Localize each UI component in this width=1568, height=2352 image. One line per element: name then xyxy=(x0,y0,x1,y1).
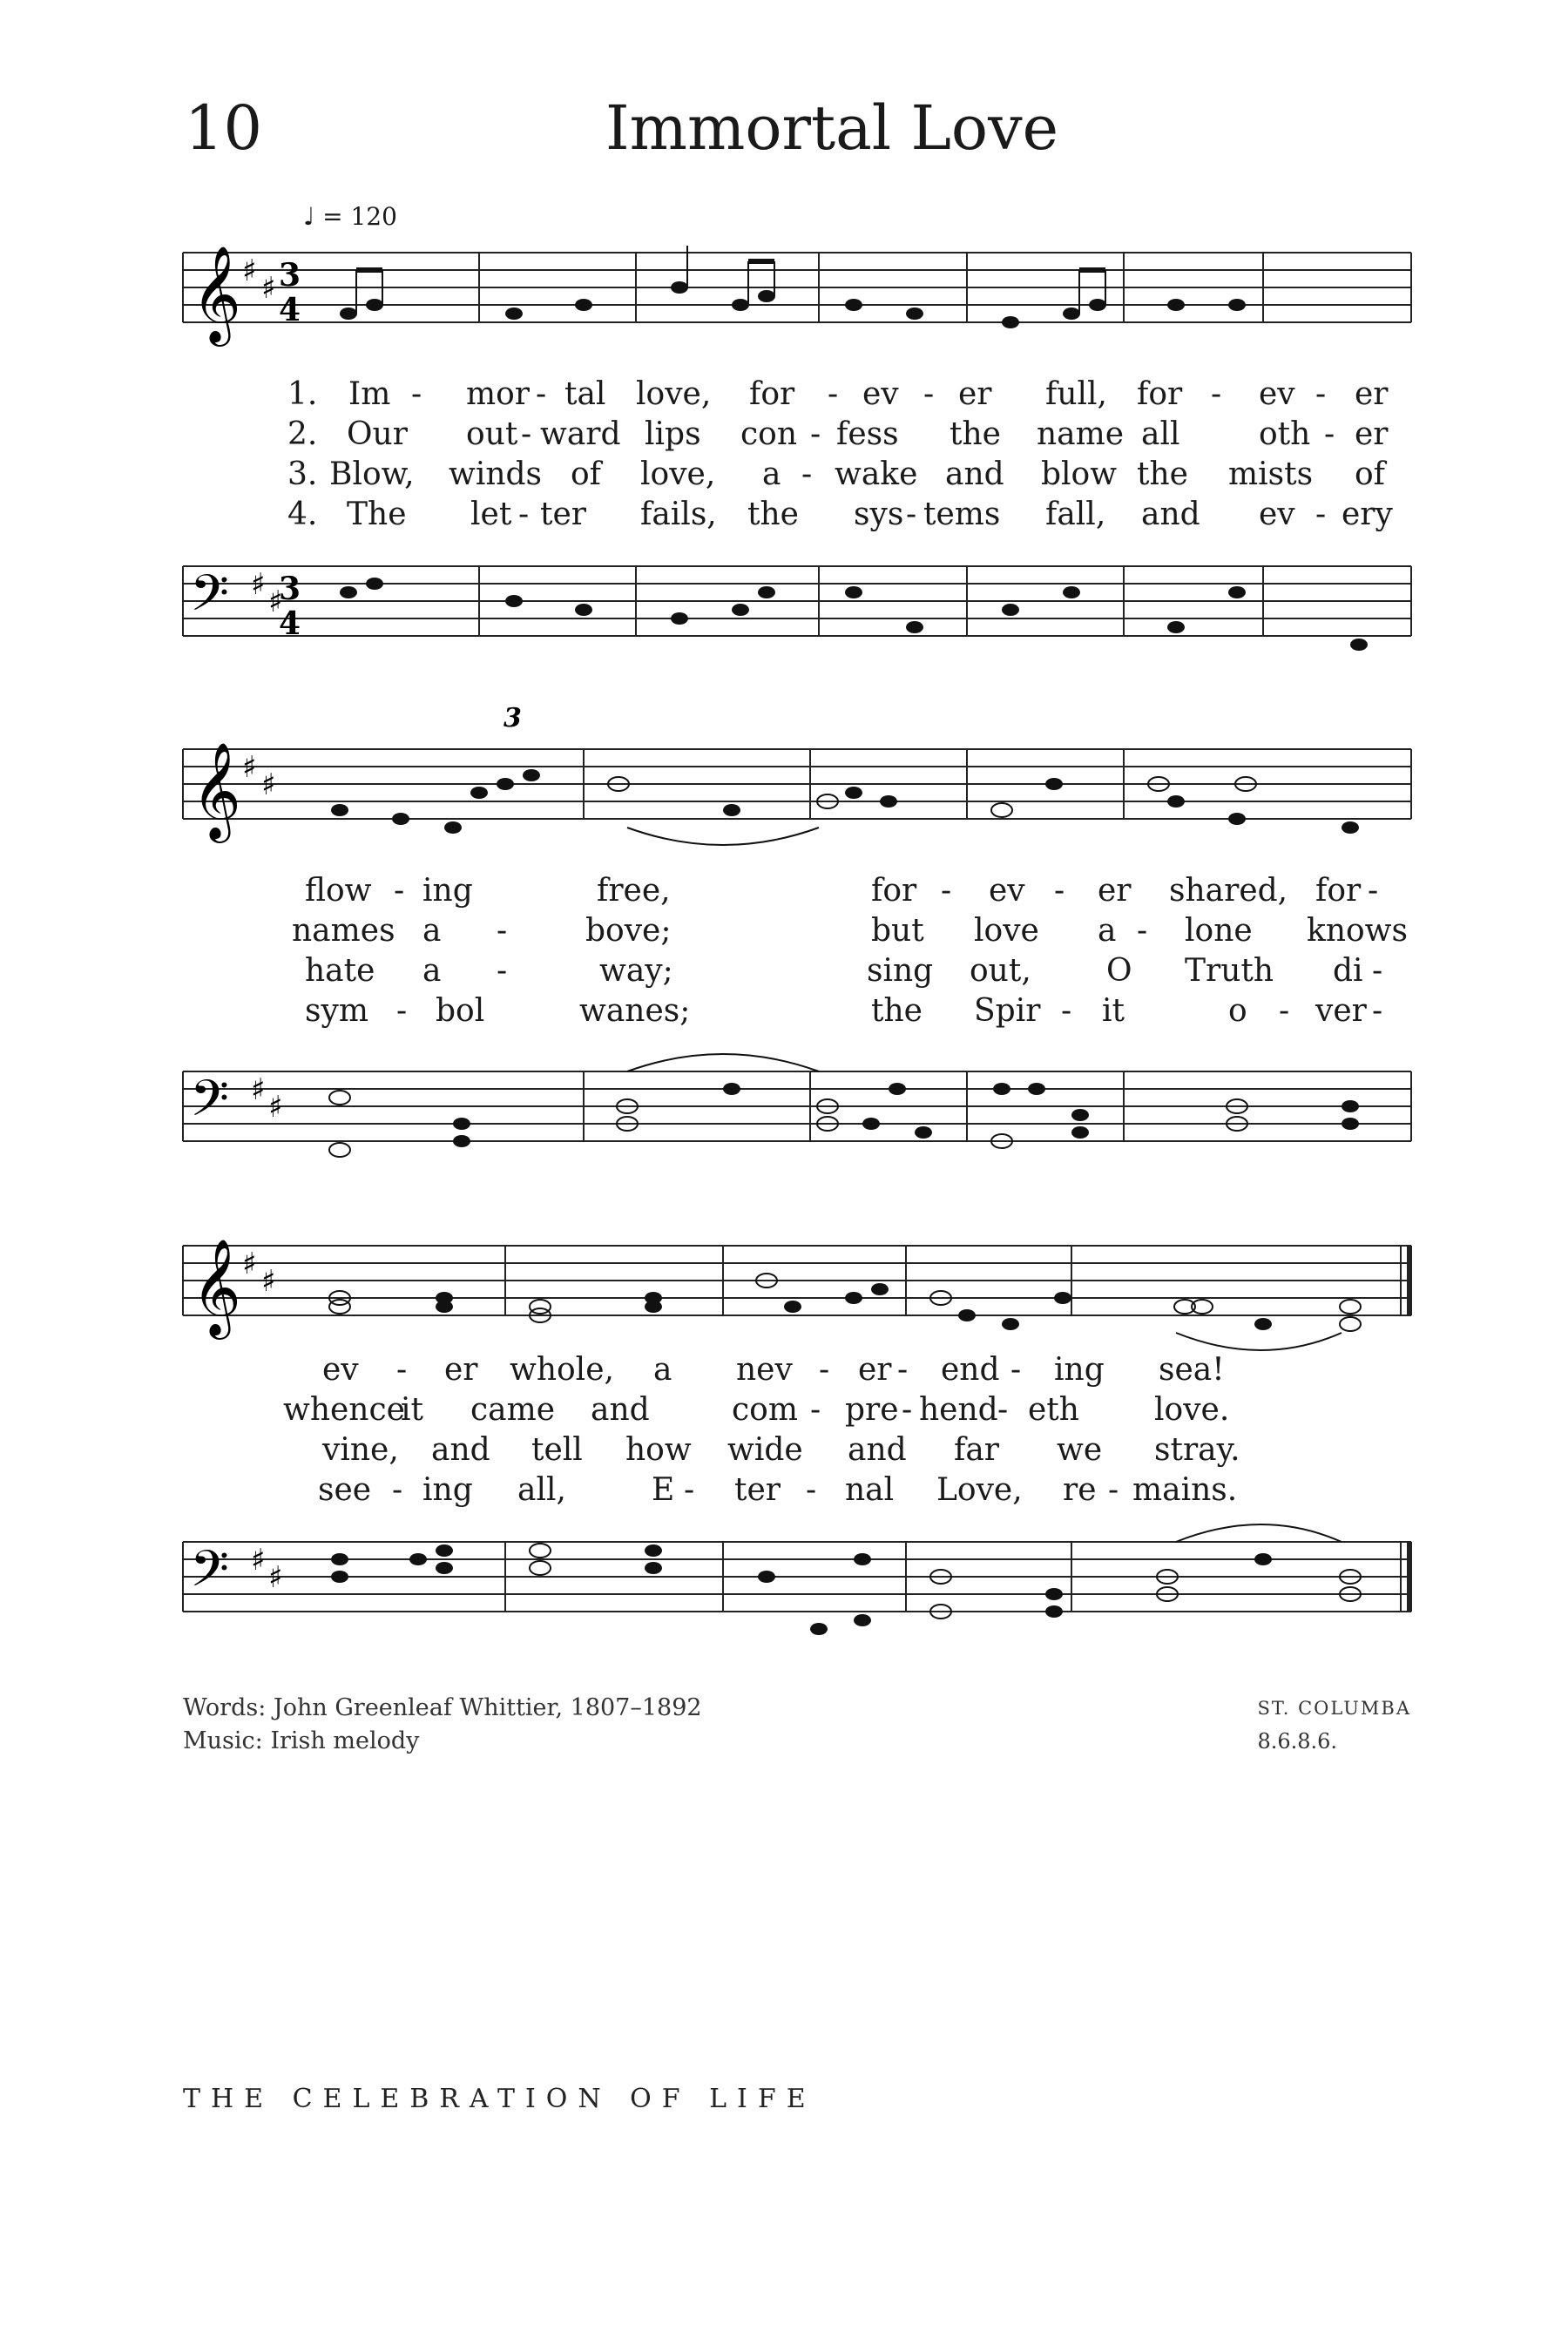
tempo-marking: ♩ = 120 xyxy=(303,202,397,231)
words-credit: Words: John Greenleaf Whittier, 1807–1892 xyxy=(183,1694,702,1721)
bass-clef-icon: 𝄢 xyxy=(190,1069,230,1140)
svg-text:4: 4 xyxy=(279,605,301,642)
lyric-line-3-2: whence it came and com - pre - hend - eth love. xyxy=(283,1392,1230,1428)
lyric-line-2-4: sym - bol wanes; the Spir - it o - ver - xyxy=(305,993,1383,1029)
treble-staff-2-svg xyxy=(183,703,1411,845)
lyric-line-1-2: 2. Our out - ward lips con - fess the name all oth - er xyxy=(287,416,1389,452)
bass-staff-1-svg xyxy=(183,540,1411,653)
svg-text:♯: ♯ xyxy=(242,253,257,288)
svg-text:♯: ♯ xyxy=(251,1543,266,1578)
lyric-line-3-3: vine, and tell how wide and far we stray. xyxy=(322,1432,1240,1468)
treble-staff-1 xyxy=(183,235,1411,352)
lyric-line-3-1: ev - er whole, a nev - er - end - ing sea! xyxy=(322,1352,1225,1388)
treble-clef-icon: 𝄞 xyxy=(192,245,241,342)
svg-text:♯: ♯ xyxy=(261,1264,276,1299)
treble-staff-2 xyxy=(183,703,1411,848)
tune-info xyxy=(1257,1692,1411,1758)
svg-text:♯: ♯ xyxy=(261,767,276,802)
lyric-line-1-3: 3. Blow, winds of love, a - wake and blow the mists of xyxy=(287,456,1385,492)
page-footer: THE CELEBRATION OF LIFE xyxy=(183,2084,816,2114)
svg-text:♯: ♯ xyxy=(251,567,266,602)
bass-staff-2-svg xyxy=(183,1045,1411,1159)
svg-text:3: 3 xyxy=(279,257,301,294)
triplet-marking: 3 xyxy=(504,703,522,733)
svg-text:4: 4 xyxy=(279,292,301,328)
lyric-line-1-1: 1. Im - mor - tal love, for - ev - er full, for - ev - er xyxy=(287,376,1389,412)
svg-text:3: 3 xyxy=(279,571,301,607)
treble-clef-icon: 𝄞 xyxy=(192,1238,241,1335)
tune-meter: 8.6.8.6. xyxy=(1257,1729,1338,1754)
svg-text:♯: ♯ xyxy=(242,1247,257,1281)
lyric-line-2-2: names a - bove; but love a - lone knows xyxy=(292,913,1408,949)
bass-staff-3-svg xyxy=(183,1516,1411,1629)
lyric-line-1-4: 4. The let - ter fails, the sys - tems fall, and ev - ery xyxy=(287,497,1393,532)
treble-staff-3-svg xyxy=(183,1228,1411,1342)
hymn-number: 10 xyxy=(185,92,263,164)
bass-staff-3 xyxy=(183,1516,1411,1632)
hymn-title: Immortal Love xyxy=(605,92,1059,164)
lyric-line-2-3: hate a - way; sing out, O Truth di - xyxy=(305,953,1383,989)
svg-text:♯: ♯ xyxy=(268,585,283,619)
bass-staff-2 xyxy=(183,1045,1411,1162)
svg-text:♯: ♯ xyxy=(268,1560,283,1595)
lyric-line-2-1: flow - ing free, for - ev - er shared, for - xyxy=(305,873,1379,909)
svg-text:♯: ♯ xyxy=(251,1072,266,1107)
tune-name: ST. COLUMBA xyxy=(1257,1698,1411,1719)
treble-staff-3 xyxy=(183,1228,1411,1345)
svg-text:♯: ♯ xyxy=(242,750,257,785)
treble-staff-1-svg xyxy=(183,235,1411,348)
bass-staff-1 xyxy=(183,540,1411,657)
bass-clef-icon: 𝄢 xyxy=(190,1539,230,1611)
svg-text:♯: ♯ xyxy=(268,1090,283,1125)
svg-text:♯: ♯ xyxy=(261,271,276,306)
treble-clef-icon: 𝄞 xyxy=(192,741,241,839)
music-credit: Music: Irish melody xyxy=(183,1727,420,1754)
bass-clef-icon: 𝄢 xyxy=(190,564,230,635)
lyric-line-3-4: see - ing all, E - ter - nal Love, re - mains. xyxy=(318,1472,1238,1508)
credits xyxy=(183,1692,702,1758)
